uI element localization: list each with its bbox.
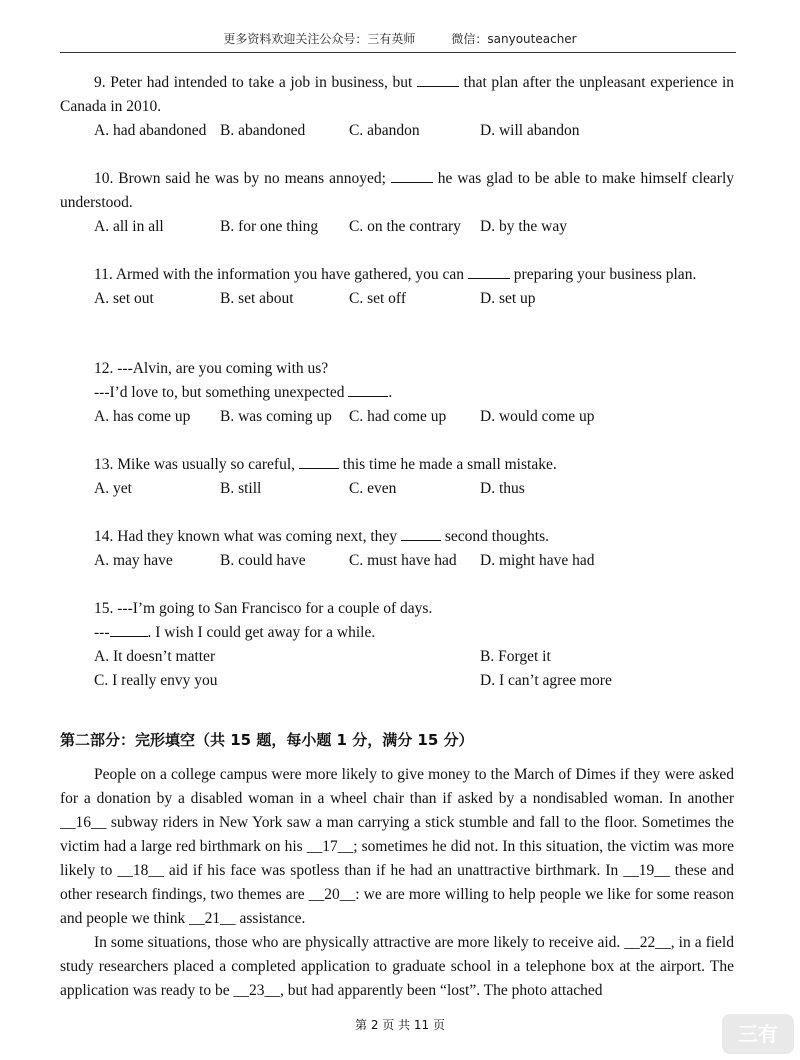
blank-19: __19__ <box>623 862 670 879</box>
option-d: D. set up <box>480 290 536 307</box>
answer-blank <box>110 622 148 637</box>
options-row <box>60 287 734 311</box>
dialogue-line-2: --- . I wish I could get away for a while. <box>94 624 376 641</box>
blank-21: __21__ <box>189 910 236 927</box>
answer-blank <box>401 526 441 541</box>
question-12 <box>60 357 734 429</box>
options-row <box>60 549 734 573</box>
option-a: A. may have <box>94 552 173 569</box>
answer-blank <box>468 264 510 279</box>
option-b: B. still <box>220 480 262 497</box>
blank-22: __22__ <box>624 934 671 951</box>
option-d: D. might have had <box>480 552 595 569</box>
option-a: A. yet <box>94 480 132 497</box>
question-9 <box>60 71 734 143</box>
dialogue-line-1: 12. ---Alvin, are you coming with us? <box>94 360 329 377</box>
passage-paragraph-1: People on a college campus were more likely to give money to the March of Dimes if they were asked for a donation by a disabled woman in a wheel chair than if asked by a nondisabled woman. In another __16__ subway riders in New York saw a man carrying a stick stumble and fall to the floor. Sometimes the victim had a large red birthmark on his __17__; sometimes he did not. In this situation, the victim was more likely to __18__ aid if his face was spotless than if he had an unattractive birthmark. In __19__ these and other research findings, two themes are __20__: we are more willing to help people we like for some reason and people we think __21__ assistance. <box>60 766 735 927</box>
option-d: D. will abandon <box>480 122 580 139</box>
question-11 <box>60 263 734 311</box>
options-row <box>60 405 734 429</box>
blank-23: __23__ <box>233 982 280 999</box>
option-b: B. Forget it <box>480 648 551 665</box>
cloze-passage <box>60 763 734 1003</box>
blank-20: __20__ <box>308 886 356 903</box>
question-stem: 11. Armed with the information you have gathered, you can preparing your business plan. <box>94 266 697 283</box>
option-a: A. had abandoned <box>94 122 207 139</box>
options-row <box>60 215 734 239</box>
question-stem: 14. Had they known what was coming next, they second thoughts. <box>94 528 549 545</box>
page-footer: 第 2 页 共 11 页 <box>355 1018 445 1032</box>
header-rule <box>60 52 736 53</box>
option-a: A. all in all <box>94 218 164 235</box>
answer-blank <box>299 454 339 469</box>
question-stem: 9. Peter had intended to take a job in business, but that plan after the unpleasant experience in Canada in 2010. <box>60 74 734 115</box>
options-row-2 <box>60 669 734 693</box>
option-b: B. was coming up <box>220 408 332 425</box>
question-stem: 13. Mike was usually so careful, this time he made a small mistake. <box>94 456 557 473</box>
dialogue-line-2: ---I’d love to, but something unexpected . <box>94 384 393 401</box>
dialogue-line-1: 15. ---I’m going to San Francisco for a couple of days. <box>94 600 433 617</box>
header-left-text: 更多资料欢迎关注公众号：三有英师 <box>223 32 416 46</box>
blank-17: __17__ <box>306 838 354 855</box>
option-c: C. on the contrary <box>349 218 461 235</box>
option-c: C. abandon <box>349 122 420 139</box>
option-d: D. by the way <box>480 218 567 235</box>
option-c: C. even <box>349 480 397 497</box>
option-c: C. set off <box>349 290 406 307</box>
question-10 <box>60 167 734 239</box>
options-row <box>60 119 734 143</box>
question-13 <box>60 453 734 501</box>
option-d: D. would come up <box>480 408 595 425</box>
section-title: 第二部分：完形填空（共 15 题，每小题 1 分，满分 15 分） <box>60 731 474 749</box>
option-b: B. set about <box>220 290 294 307</box>
option-b: B. could have <box>220 552 306 569</box>
blank-16: __16__ <box>60 814 107 831</box>
options-row <box>60 477 734 501</box>
option-a: A. It doesn’t matter <box>94 648 216 665</box>
question-14 <box>60 525 734 573</box>
blank-18: __18__ <box>117 862 164 879</box>
answer-blank <box>391 168 433 183</box>
question-15 <box>60 597 734 693</box>
option-a: A. has come up <box>94 408 191 425</box>
option-a: A. set out <box>94 290 154 307</box>
option-c: C. must have had <box>349 552 457 569</box>
answer-blank <box>348 382 388 397</box>
options-row-1 <box>60 645 734 669</box>
watermark-logo: 三有 <box>722 1014 794 1054</box>
option-c: C. I really envy you <box>94 672 218 689</box>
option-d: D. I can’t agree more <box>480 672 612 689</box>
answer-blank <box>417 72 459 87</box>
option-d: D. thus <box>480 480 525 497</box>
option-b: B. for one thing <box>220 218 319 235</box>
header-right-text: 微信：sanyouteacher <box>451 32 577 46</box>
option-c: C. had come up <box>349 408 447 425</box>
page-header <box>0 30 800 47</box>
passage-paragraph-2: In some situations, those who are physically attractive are more likely to receive aid. __22__, in a field study researchers placed a completed application to graduate school in a telephone box at the airport. The application was ready to be __23__, but had apparently been “lost”. The photo attached <box>60 934 734 999</box>
question-stem: 10. Brown said he was by no means annoyed; he was glad to be able to make himself clearly understood. <box>60 170 735 211</box>
option-b: B. abandoned <box>220 122 306 139</box>
